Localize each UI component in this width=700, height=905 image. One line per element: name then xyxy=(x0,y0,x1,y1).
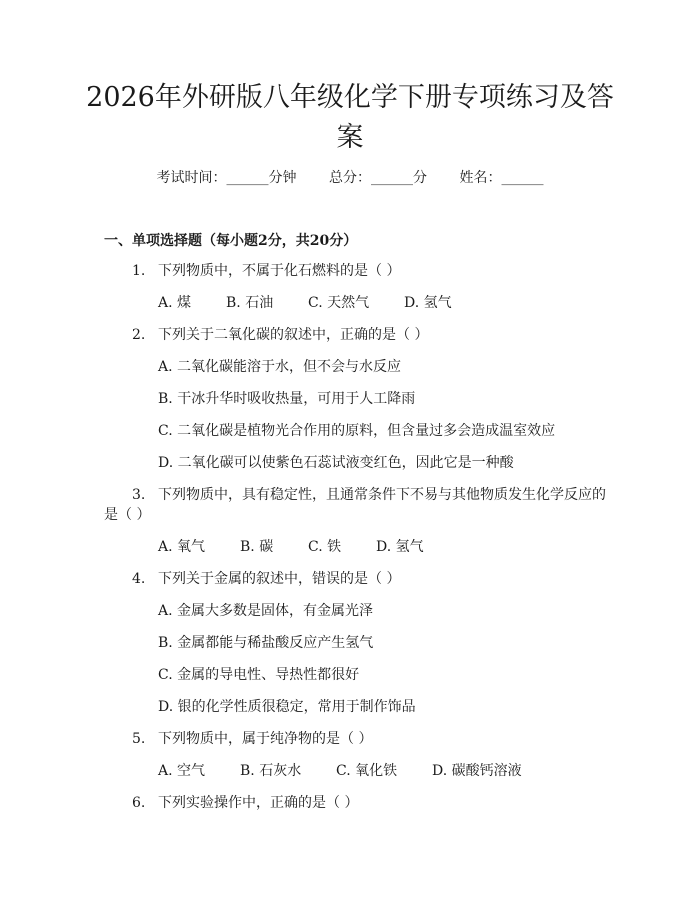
option-a: A. 二氧化碳能溶于水，但不会与水反应 xyxy=(158,359,402,375)
option-a: A. 空气 xyxy=(158,763,206,779)
option-d: D. 氢气 xyxy=(404,295,452,311)
question-stem: 下列关于金属的叙述中，错误的是（ ） xyxy=(158,571,401,587)
option-d: D. 碳酸钙溶液 xyxy=(432,763,522,779)
question-5 xyxy=(132,729,372,749)
question-number: 2. xyxy=(132,327,146,343)
question-stem: 下列物质中，不属于化石燃料的是（ ） xyxy=(158,263,401,279)
total-score-label: 总分：______分 xyxy=(329,170,427,186)
question-stem: 下列物质中，具有稳定性，且通常条件下不易与其他物质发生化学反应的 xyxy=(158,487,606,503)
option-c: C. 天然气 xyxy=(308,295,370,311)
option-d: D. 氢气 xyxy=(376,539,424,555)
question-4 xyxy=(132,569,400,589)
option-a: A. 金属大多数是固体，有金属光泽 xyxy=(158,603,374,619)
option-d: D. 二氧化碳可以使紫色石蕊试液变红色，因此它是一种酸 xyxy=(158,455,514,471)
question-3-stem-continued: 是（ ） xyxy=(104,507,151,523)
exam-time-label: 考试时间：______分钟 xyxy=(156,170,297,186)
question-5-options xyxy=(158,761,522,781)
question-number: 5. xyxy=(132,731,146,747)
question-stem: 下列实验操作中，正确的是（ ） xyxy=(158,795,359,811)
question-1-options xyxy=(158,293,452,313)
option-b: B. 干冰升华时吸收热量，可用于人工降雨 xyxy=(158,391,416,407)
option-b: B. 石油 xyxy=(226,295,274,311)
exam-info xyxy=(0,168,700,188)
question-number: 3. xyxy=(132,487,146,503)
question-number: 4. xyxy=(132,571,146,587)
question-number: 6. xyxy=(132,795,146,811)
option-c: C. 金属的导电性、导热性都很好 xyxy=(158,667,360,683)
question-number: 1. xyxy=(132,263,146,279)
title-line-2: 案 xyxy=(336,122,364,153)
option-c: C. 铁 xyxy=(308,539,342,555)
question-3-options xyxy=(158,537,424,557)
option-b: B. 金属都能与稀盐酸反应产生氢气 xyxy=(158,635,374,651)
document-title xyxy=(80,78,620,158)
option-b: B. 碳 xyxy=(240,539,274,555)
option-c: C. 二氧化碳是植物光合作用的原料，但含量过多会造成温室效应 xyxy=(158,423,556,439)
name-label: 姓名：______ xyxy=(459,170,544,186)
section-heading: 一、单项选择题（每小题2分，共20分） xyxy=(104,233,358,249)
question-3 xyxy=(132,485,606,505)
option-a: A. 氧气 xyxy=(158,539,206,555)
question-6 xyxy=(132,793,358,813)
option-c: C. 氧化铁 xyxy=(336,763,398,779)
question-2 xyxy=(132,325,428,345)
question-stem: 下列物质中，属于纯净物的是（ ） xyxy=(158,731,373,747)
option-b: B. 石灰水 xyxy=(240,763,302,779)
title-line-1: 2026年外研版八年级化学下册专项练习及答 xyxy=(86,82,614,113)
question-stem: 下列关于二氧化碳的叙述中，正确的是（ ） xyxy=(158,327,429,343)
option-d: D. 银的化学性质很稳定，常用于制作饰品 xyxy=(158,699,416,715)
option-a: A. 煤 xyxy=(158,295,192,311)
question-1 xyxy=(132,261,400,281)
